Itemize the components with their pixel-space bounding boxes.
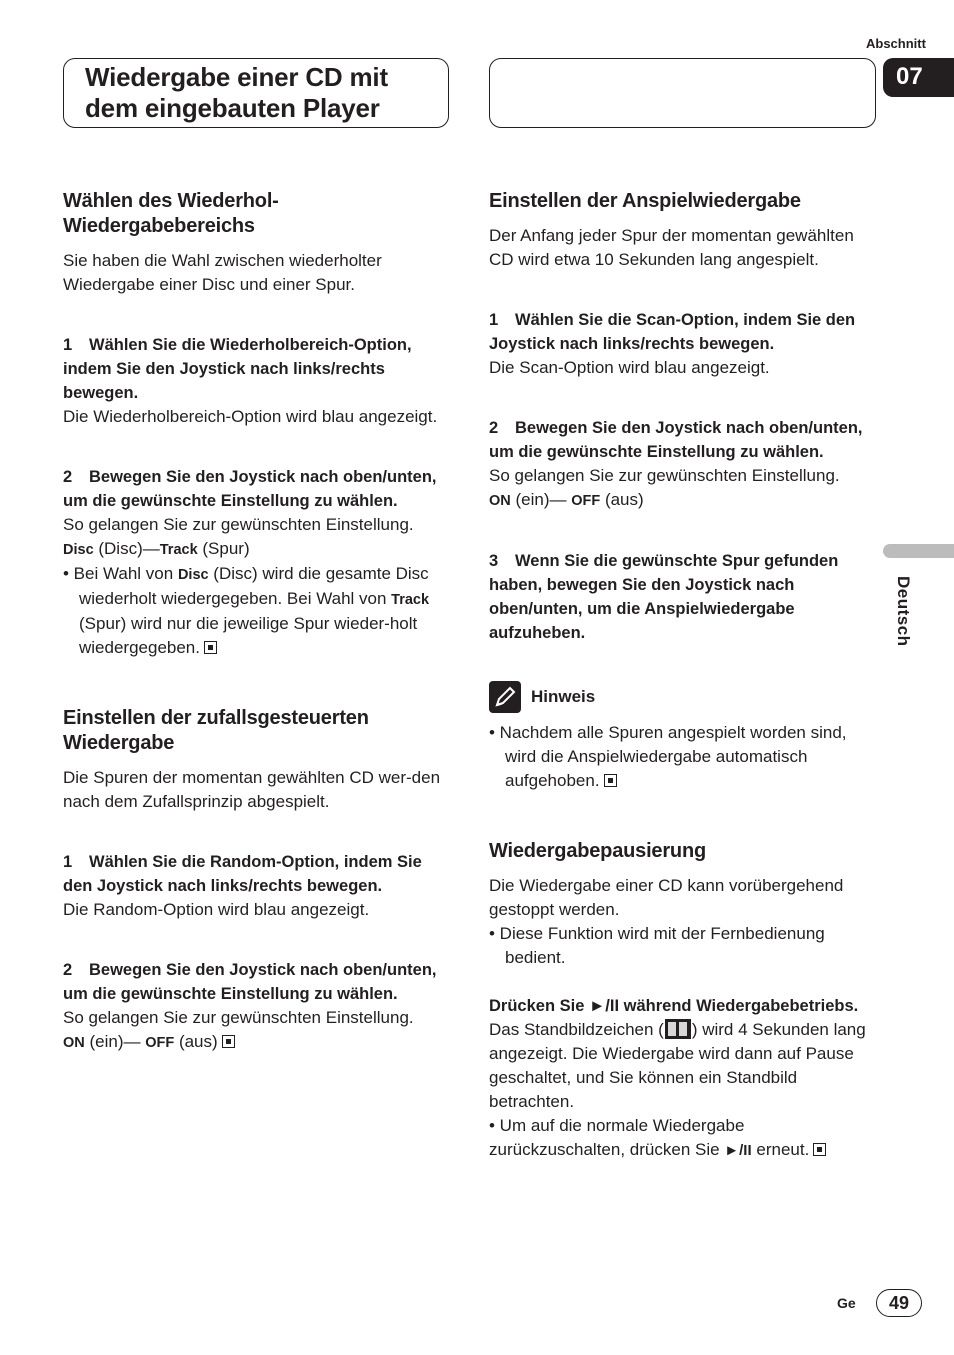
repeat-bullet-disc: Disc	[177, 567, 209, 583]
pause-press-instruction	[489, 994, 879, 1018]
random-step2-body: So gelangen Sie zur gewünschten Einstellung.	[63, 1008, 414, 1027]
repeat-step2	[63, 465, 453, 513]
scan-options	[489, 488, 879, 513]
still-image-icon	[665, 1019, 691, 1039]
pause-body-post: ) wird 4 Sekunden lang angezeigt. Die Wiedergabe wird dann auf Pause geschaltet, und Sie können ein Standbild betrachten.	[489, 1020, 866, 1111]
chapter-title	[85, 62, 388, 124]
pause-body-pre: Das Standbildzeichen (	[489, 1020, 664, 1039]
pause-press-pre: Drücken Sie	[489, 997, 589, 1015]
random-intro: Die Spuren der momentan gewählten CD wer-den nach dem Zufallsprinzip abgespielt.	[63, 768, 441, 811]
end-mark-icon	[204, 641, 217, 654]
scan-step3-title: Wenn Sie die gewünschte Spur gefunden haben, bewegen Sie den Joystick nach oben/unten, um die Anspielwiedergabe aufzuheben.	[489, 552, 839, 642]
repeat-step1	[63, 333, 453, 405]
pause-press-post: während Wiedergabebetriebs.	[619, 997, 859, 1015]
section-label: Abschnitt	[866, 36, 926, 51]
option-on-de: (ein)—	[84, 1032, 146, 1051]
repeat-bullet-pre: • Bei Wahl von	[63, 564, 178, 583]
play-pause-symbol: ►/II	[588, 997, 620, 1015]
option-off-de: (aus)	[174, 1032, 218, 1051]
repeat-heading-line2: Wiedergabebereichs	[63, 215, 255, 237]
scan-step2	[489, 416, 879, 464]
scan-heading: Einstellen der Anspielwiedergabe	[489, 190, 801, 212]
random-step1-body: Die Random-Option wird blau angezeigt.	[63, 900, 370, 919]
pause-intro: Die Wiedergabe einer CD kann vorübergehend gestoppt werden.	[489, 876, 844, 919]
option-off-de: (aus)	[600, 490, 644, 509]
side-language-label: Deutsch	[894, 576, 913, 647]
note-bullet	[489, 721, 879, 793]
repeat-bullet-track: Track	[391, 592, 430, 608]
repeat-step2-number: 2	[63, 468, 73, 486]
left-column	[63, 189, 453, 1055]
option-on-de: (ein)—	[510, 490, 572, 509]
page-number: 49	[876, 1289, 922, 1317]
random-heading-line1: Einstellen der zufallsgesteuerten	[63, 707, 369, 729]
scan-step1-number: 1	[489, 311, 499, 329]
repeat-step2-body: So gelangen Sie zur gewünschten Einstellung.	[63, 515, 414, 534]
repeat-step1-number: 1	[63, 336, 73, 354]
note-label: Hinweis	[531, 687, 596, 706]
scan-step2-number: 2	[489, 419, 499, 437]
repeat-step2-title: Bewegen Sie den Joystick nach oben/unten, um die gewünschte Einstellung zu wählen.	[63, 468, 437, 510]
scan-step2-title: Bewegen Sie den Joystick nach oben/unten, um die gewünschte Einstellung zu wählen.	[489, 419, 863, 461]
random-step2-number: 2	[63, 961, 73, 979]
right-column	[489, 189, 879, 1163]
option-off: OFF	[145, 1035, 175, 1051]
blank-header-box	[489, 58, 876, 128]
scan-step2-body: So gelangen Sie zur gewünschten Einstellung.	[489, 466, 840, 485]
repeat-step1-body: Die Wiederholbereich-Option wird blau angezeigt.	[63, 407, 438, 426]
end-mark-icon	[813, 1143, 826, 1156]
option-off: OFF	[571, 493, 601, 509]
scan-step1-title: Wählen Sie die Scan-Option, indem Sie den Joystick nach links/rechts bewegen.	[489, 311, 856, 353]
note-text: • Nachdem alle Spuren angespielt worden sind, wird die Anspielwiedergabe automatisch aufgehoben.	[489, 723, 847, 790]
repeat-heading	[63, 189, 453, 239]
repeat-intro: Sie haben die Wahl zwischen wiederholter Wiedergabe einer Disc und einer Spur.	[63, 251, 382, 294]
pause-bullet2	[489, 1114, 879, 1163]
random-step1	[63, 850, 453, 898]
random-step2-title: Bewegen Sie den Joystick nach oben/unten, um die gewünschte Einstellung zu wählen.	[63, 961, 437, 1003]
pause-body	[489, 1018, 879, 1114]
repeat-options	[63, 537, 453, 562]
side-tab-marker	[883, 544, 954, 558]
repeat-step1-title: Wählen Sie die Wiederholbereich-Option, indem Sie den Joystick nach links/rechts bewegen.	[63, 336, 412, 402]
random-heading-line2: Wiedergabe	[63, 732, 175, 754]
section-number-badge: 07	[883, 58, 954, 97]
option-on: ON	[489, 493, 511, 509]
random-step2	[63, 958, 453, 1006]
repeat-bullet-mid: (Disc) wird die gesamte Disc wiederholt wiedergegeben. Bei Wahl von	[79, 564, 429, 608]
option-disc-de: (Disc)—	[93, 539, 160, 558]
chapter-title-line1: Wiedergabe einer CD mit	[85, 62, 388, 92]
chapter-title-line2: dem eingebauten Player	[85, 93, 380, 123]
scan-intro: Der Anfang jeder Spur der momentan gewählten CD wird etwa 10 Sekunden lang angespielt.	[489, 226, 854, 269]
repeat-heading-line1: Wählen des Wiederhol-	[63, 190, 279, 212]
random-step1-title: Wählen Sie die Random-Option, indem Sie den Joystick nach links/rechts bewegen.	[63, 853, 422, 895]
option-track-de: (Spur)	[197, 539, 250, 558]
scan-step3-number: 3	[489, 552, 499, 570]
play-pause-symbol: ►/II	[724, 1142, 752, 1159]
scan-step1	[489, 308, 879, 356]
note-pencil-icon	[489, 681, 521, 713]
end-mark-icon	[604, 774, 617, 787]
pause-bullet2-post: erneut.	[751, 1140, 810, 1159]
footer-language-code: Ge	[837, 1295, 856, 1311]
chapter-title-box	[63, 58, 449, 128]
pause-heading: Wiedergabepausierung	[489, 840, 706, 862]
pause-bullet1: • Diese Funktion wird mit der Fernbedienung bedient.	[489, 924, 825, 967]
random-options	[63, 1030, 453, 1055]
option-track: Track	[159, 542, 198, 558]
note-header	[489, 681, 879, 713]
scan-step3	[489, 549, 879, 645]
random-step1-number: 1	[63, 853, 73, 871]
scan-step1-body: Die Scan-Option wird blau angezeigt.	[489, 358, 770, 377]
pause-bullet2-pre: • Um auf die normale Wiedergabe zurückzuschalten, drücken Sie	[489, 1116, 745, 1159]
option-disc: Disc	[63, 542, 94, 558]
repeat-bullet-post: (Spur) wird nur die jeweilige Spur wieder-holt wiedergegeben.	[79, 614, 418, 657]
option-on: ON	[63, 1035, 85, 1051]
random-heading	[63, 706, 453, 756]
repeat-bullet	[63, 562, 453, 660]
end-mark-icon	[222, 1035, 235, 1048]
